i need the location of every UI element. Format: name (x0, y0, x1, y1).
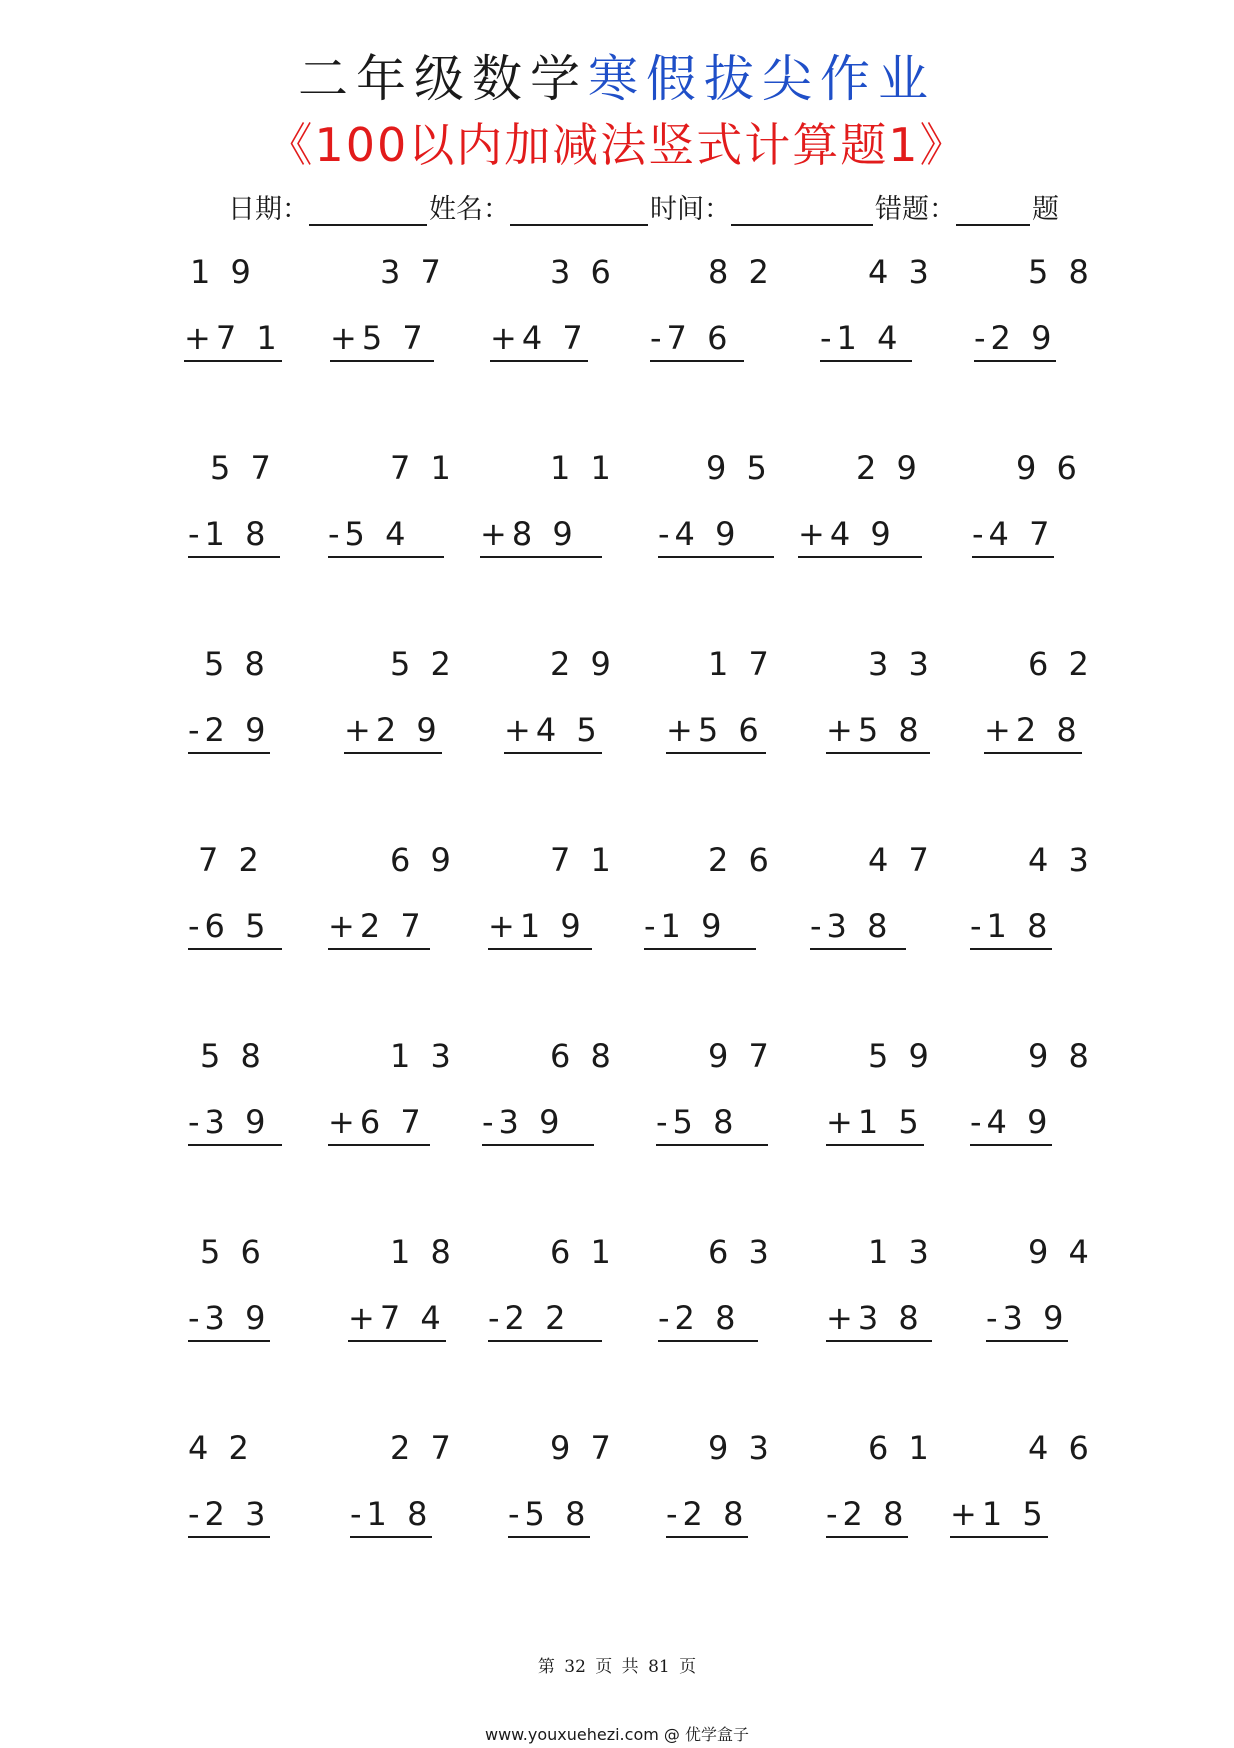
problem-bottom-operand: +1 9 (488, 906, 592, 950)
problem-top-number: 9 3 (708, 1429, 774, 1467)
problem-bottom-operand: -1 8 (188, 514, 280, 558)
problem-bottom-operand: -2 9 (188, 710, 270, 754)
problem-bottom-operand: +2 8 (984, 710, 1082, 754)
problem-bottom-operand: -3 8 (810, 906, 906, 950)
problem-top-number: 6 2 (1028, 645, 1094, 683)
problem-bottom-operand: -2 3 (188, 1494, 270, 1538)
problem-top-number: 9 4 (1028, 1233, 1094, 1271)
problem-top-number: 5 8 (200, 1037, 266, 1075)
problem-top-number: 6 1 (550, 1233, 616, 1271)
problem-bottom-operand: +4 5 (504, 710, 602, 754)
problem-top-number: 5 6 (200, 1233, 266, 1271)
problem-bottom-operand: +5 6 (666, 710, 766, 754)
problem-bottom-operand: -1 8 (350, 1494, 432, 1538)
problem-bottom-operand: -3 9 (482, 1102, 594, 1146)
problem-bottom-operand: +7 1 (184, 318, 282, 362)
problem-top-number: 1 3 (868, 1233, 934, 1271)
site-credit: www.youxuehezi.com @ 优学盒子 (485, 1725, 749, 1744)
student-info-line (228, 186, 1059, 226)
problem-top-number: 9 6 (1016, 449, 1082, 487)
problem-bottom-operand: -7 6 (650, 318, 744, 362)
problem-top-number: 5 8 (1028, 253, 1094, 291)
problem-bottom-operand: -4 9 (970, 1102, 1052, 1146)
errors-label: 错题： (875, 194, 956, 225)
problem-bottom-operand: -3 9 (188, 1102, 282, 1146)
problem-top-number: 4 3 (868, 253, 934, 291)
problem-bottom-operand: -2 8 (826, 1494, 908, 1538)
problem-bottom-operand: -3 9 (986, 1298, 1068, 1342)
page-subtitle: 《100以内加减法竖式计算题1》 (266, 118, 968, 172)
problem-top-number: 9 8 (1028, 1037, 1094, 1075)
problem-top-number: 2 9 (856, 449, 922, 487)
problem-top-number: 7 1 (550, 841, 616, 879)
page-number: 第 32 页 共 81 页 (537, 1657, 697, 1677)
problem-bottom-operand: +6 7 (328, 1102, 430, 1146)
problem-bottom-operand: +5 8 (826, 710, 930, 754)
problem-top-number: 1 3 (390, 1037, 456, 1075)
problem-top-number: 1 7 (708, 645, 774, 683)
problem-bottom-operand: -6 5 (188, 906, 282, 950)
problem-top-number: 6 1 (868, 1429, 934, 1467)
problem-top-number: 6 9 (390, 841, 456, 879)
problem-top-number: 9 7 (708, 1037, 774, 1075)
problem-top-number: 4 2 (188, 1429, 254, 1467)
problem-bottom-operand: -4 7 (972, 514, 1054, 558)
problem-top-number: 8 2 (708, 253, 774, 291)
problem-top-number: 4 7 (868, 841, 934, 879)
problem-bottom-operand: -5 8 (508, 1494, 590, 1538)
problem-bottom-operand: +4 7 (490, 318, 588, 362)
problem-top-number: 1 8 (390, 1233, 456, 1271)
name-label: 姓名： (429, 194, 510, 225)
problem-bottom-operand: -1 8 (970, 906, 1052, 950)
date-blank[interactable] (309, 194, 427, 226)
problem-top-number: 1 9 (190, 253, 256, 291)
problem-bottom-operand: +2 7 (328, 906, 430, 950)
problem-top-number: 4 6 (1028, 1429, 1094, 1467)
problem-bottom-operand: +5 7 (330, 318, 434, 362)
problem-top-number: 5 2 (390, 645, 456, 683)
problem-bottom-operand: +3 8 (826, 1298, 932, 1342)
problem-bottom-operand: +8 9 (480, 514, 602, 558)
problem-bottom-operand: +1 5 (950, 1494, 1048, 1538)
problem-top-number: 3 3 (868, 645, 934, 683)
problem-bottom-operand: -5 8 (656, 1102, 768, 1146)
problem-top-number: 3 6 (550, 253, 616, 291)
problem-bottom-operand: -2 8 (658, 1298, 758, 1342)
errors-suffix: 题 (1032, 194, 1059, 225)
problem-top-number: 6 3 (708, 1233, 774, 1271)
problem-top-number: 6 8 (550, 1037, 616, 1075)
problem-top-number: 4 3 (1028, 841, 1094, 879)
problem-bottom-operand: -3 9 (188, 1298, 270, 1342)
problem-top-number: 5 9 (868, 1037, 934, 1075)
time-label: 时间： (650, 194, 731, 225)
problem-top-number: 2 9 (550, 645, 616, 683)
name-blank[interactable] (510, 194, 648, 226)
title-grade: 二年级数学 (298, 50, 588, 108)
problem-bottom-operand: +4 9 (798, 514, 922, 558)
problem-top-number: 7 1 (390, 449, 456, 487)
problem-bottom-operand: -2 2 (488, 1298, 602, 1342)
problem-top-number: 1 1 (550, 449, 616, 487)
problem-bottom-operand: -2 8 (666, 1494, 748, 1538)
problem-top-number: 5 8 (204, 645, 270, 683)
time-blank[interactable] (731, 194, 873, 226)
problem-bottom-operand: +1 5 (826, 1102, 924, 1146)
problem-bottom-operand: -2 9 (974, 318, 1056, 362)
title-homework: 寒假拔尖作业 (588, 50, 936, 108)
problem-top-number: 9 7 (550, 1429, 616, 1467)
problem-bottom-operand: -5 4 (328, 514, 444, 558)
problem-bottom-operand: -1 9 (644, 906, 756, 950)
problem-bottom-operand: -1 4 (820, 318, 912, 362)
errors-blank[interactable] (956, 194, 1030, 226)
problem-top-number: 5 7 (210, 449, 276, 487)
date-label: 日期： (228, 194, 309, 225)
problem-bottom-operand: -4 9 (658, 514, 774, 558)
page-title (0, 48, 1234, 110)
problem-top-number: 9 5 (706, 449, 772, 487)
problem-top-number: 3 7 (380, 253, 446, 291)
problem-bottom-operand: +2 9 (344, 710, 442, 754)
problem-top-number: 2 6 (708, 841, 774, 879)
problem-top-number: 7 2 (198, 841, 264, 879)
problem-bottom-operand: +7 4 (348, 1298, 446, 1342)
problem-top-number: 2 7 (390, 1429, 456, 1467)
